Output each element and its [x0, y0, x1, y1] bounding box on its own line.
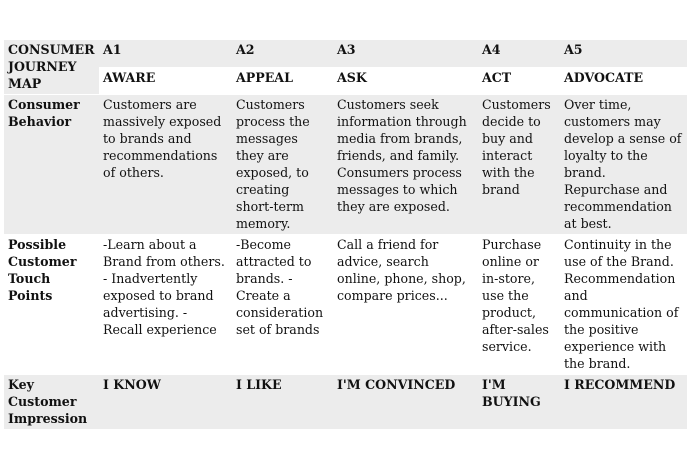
row-label-touch-points: Possible Customer Touch Points: [4, 235, 99, 375]
row-consumer-behavior: [4, 95, 687, 235]
cell-touch-a1: -Learn about a Brand from others. - Inadvertently exposed to brand advertising. - Recall experience: [99, 235, 232, 375]
phase-name-appeal: APPEAL: [232, 68, 333, 96]
cell-impression-a4: I'M BUYING: [478, 375, 560, 430]
cell-impression-a5: I RECOMMEND: [560, 375, 687, 430]
phase-name-act: ACT: [478, 68, 560, 96]
cell-touch-a2: -Become attracted to brands. - Create a consideration set of brands: [232, 235, 333, 375]
phase-code-a1: A1: [99, 40, 232, 68]
phase-code-a5: A5: [560, 40, 687, 68]
cell-impression-a1: I KNOW: [99, 375, 232, 430]
cell-touch-a3: Call a friend for advice, search online, phone, shop, compare prices...: [333, 235, 478, 375]
phase-code-a4: A4: [478, 40, 560, 68]
cell-behavior-a5: Over time, customers may develop a sense of loyalty to the brand. Repurchase and recommendation at best.: [560, 95, 687, 235]
row-label-consumer-behavior: Consumer Behavior: [4, 95, 99, 235]
cell-touch-a5: Continuity in the use of the Brand. Recommendation and communication of the positive experience with the brand.: [560, 235, 687, 375]
phase-name-advocate: ADVOCATE: [560, 68, 687, 96]
row-touch-points: [4, 235, 687, 375]
cell-behavior-a4: Customers decide to buy and interact with the brand: [478, 95, 560, 235]
phase-name-ask: ASK: [333, 68, 478, 96]
header-row-names: [4, 68, 687, 96]
cell-behavior-a3: Customers seek information through media from brands, friends, and family. Consumers process messages to which they are exposed.: [333, 95, 478, 235]
cell-behavior-a2: Customers process the messages they are exposed, to creating short-term memory.: [232, 95, 333, 235]
phase-name-aware: AWARE: [99, 68, 232, 96]
row-label-key-impression: Key Customer Impression: [4, 375, 99, 430]
cell-touch-a4: Purchase online or in-store, use the product, after-sales service.: [478, 235, 560, 375]
row-key-impression: [4, 375, 687, 430]
phase-code-a3: A3: [333, 40, 478, 68]
cell-impression-a2: I LIKE: [232, 375, 333, 430]
header-row-codes: [4, 40, 687, 68]
consumer-journey-map-table: [4, 40, 687, 430]
phase-code-a2: A2: [232, 40, 333, 68]
corner-label: CONSUMER JOURNEY MAP: [4, 40, 99, 95]
cell-behavior-a1: Customers are massively exposed to brands and recommendations of others.: [99, 95, 232, 235]
cell-impression-a3: I'M CONVINCED: [333, 375, 478, 430]
